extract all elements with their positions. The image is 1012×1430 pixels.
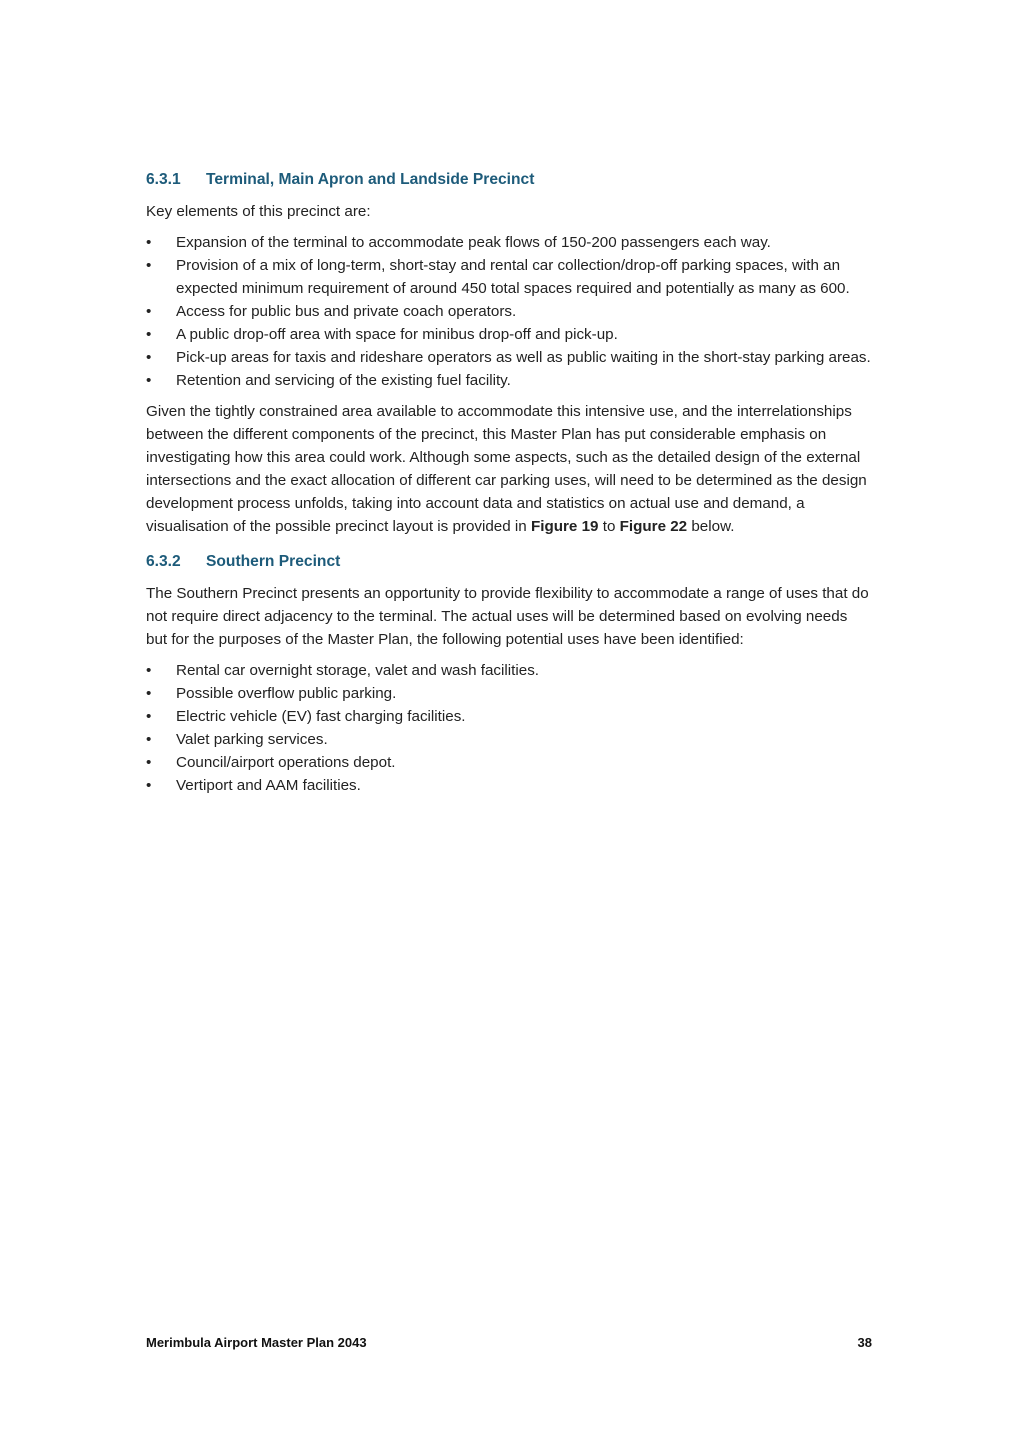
list-item <box>146 231 872 254</box>
bullet-icon: • <box>146 685 152 702</box>
list-item-text: Expansion of the terminal to accommodate peak flows of 150-200 passengers each way. <box>176 234 771 251</box>
list-item-text: Possible overflow public parking. <box>176 685 397 702</box>
list-item-text: Electric vehicle (EV) fast charging facilities. <box>176 708 466 725</box>
section-title: Southern Precinct <box>206 553 341 570</box>
bullet-icon: • <box>146 708 152 725</box>
section-intro: Key elements of this precinct are: <box>146 203 371 220</box>
list-item <box>146 682 872 705</box>
list-item <box>146 659 872 682</box>
section-intro: The Southern Precinct presents an opportunity to provide flexibility to accommodate a range of uses that do not require direct adjacency to the terminal. The actual uses will be determined based on evolving needs but for the purposes of the Master Plan, the following potential uses have been identified: <box>146 585 869 648</box>
page-footer <box>146 1335 872 1350</box>
bullet-list-terminal-precinct <box>146 231 872 392</box>
figure-reference[interactable]: Figure 22 <box>619 518 688 535</box>
section-heading-6-3-1 <box>146 168 872 192</box>
list-item-text: Council/airport operations depot. <box>176 754 396 771</box>
list-item <box>146 254 872 300</box>
bullet-icon: • <box>146 234 152 251</box>
list-item-text: Pick-up areas for taxis and rideshare operators as well as public waiting in the short-stay parking areas. <box>176 349 871 366</box>
page-number: 38 <box>857 1335 872 1350</box>
list-item-text: Retention and servicing of the existing fuel facility. <box>176 372 511 389</box>
paragraph-text: Given the tightly constrained area available to accommodate this intensive use, and the interrelationships between the different components of the precinct, this Master Plan has put considerable emphasis on investigating how this area could work. Although some aspects, such as the detailed design of the external intersections and the exact allocation of different car parking uses, will need to be determined as the design development process unfolds, taking into account data and statistics on actual use and demand, a visualisation of the possible precinct layout is provided in <box>146 403 867 535</box>
list-item <box>146 751 872 774</box>
list-item <box>146 300 872 323</box>
list-item <box>146 705 872 728</box>
paragraph-text: below. <box>687 518 735 535</box>
bullet-icon: • <box>146 731 152 748</box>
list-item-text: Vertiport and AAM facilities. <box>176 777 361 794</box>
footer-document-title: Merimbula Airport Master Plan 2043 <box>146 1335 367 1350</box>
list-item-text: Rental car overnight storage, valet and wash facilities. <box>176 662 540 679</box>
list-item-text: A public drop-off area with space for minibus drop-off and pick-up. <box>176 326 618 343</box>
bullet-icon: • <box>146 349 152 366</box>
bullet-icon: • <box>146 326 152 343</box>
list-item <box>146 323 872 346</box>
list-item <box>146 369 872 392</box>
section-title: Terminal, Main Apron and Landside Precinct <box>206 171 535 188</box>
section-number: 6.3.1 <box>146 171 181 188</box>
section-number: 6.3.2 <box>146 553 181 570</box>
bullet-icon: • <box>146 662 152 679</box>
figure-reference[interactable]: Figure 19 <box>530 518 599 535</box>
bullet-icon: • <box>146 372 152 389</box>
bullet-icon: • <box>146 754 152 771</box>
section-heading-6-3-2 <box>146 550 872 574</box>
list-item-text: Valet parking services. <box>176 731 328 748</box>
bullet-icon: • <box>146 303 152 320</box>
bullet-list-southern-precinct <box>146 659 872 797</box>
bullet-icon: • <box>146 777 152 794</box>
list-item <box>146 728 872 751</box>
list-item <box>146 774 872 797</box>
list-item <box>146 346 872 369</box>
list-item-text: Access for public bus and private coach operators. <box>176 303 517 320</box>
section-body-paragraph <box>146 400 872 538</box>
page-content <box>146 168 872 805</box>
bullet-icon: • <box>146 257 152 274</box>
list-item-text: Provision of a mix of long-term, short-stay and rental car collection/drop-off parking spaces, with an expected minimum requirement of around 450 total spaces required and potentially as many as 600. <box>176 257 850 297</box>
paragraph-text: to <box>598 518 620 535</box>
